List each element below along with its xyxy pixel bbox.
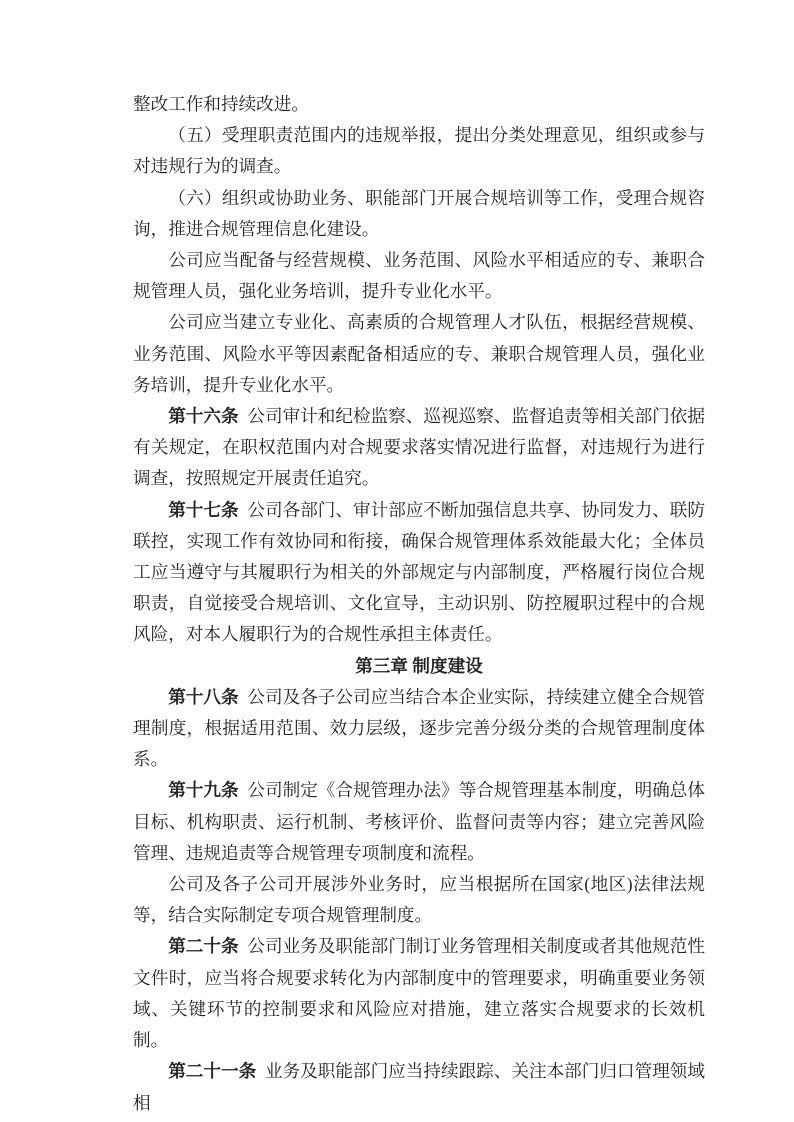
chapter-heading-text: 第三章 制度建设 bbox=[355, 655, 483, 676]
article-paragraph bbox=[133, 775, 705, 869]
article-paragraph bbox=[133, 89, 705, 120]
article-paragraph bbox=[133, 183, 705, 245]
paragraph-text: 公司各部门、审计部应不断加强信息共享、协同发力、联防联控，实现工作有效协同和衔接，确保合规管理体系效能最大化；全体员工应当遵守与其履职行为相关的外部规定与内部制度，严格履行岗位合规职责，自觉接受合规培训、文化宣导，主动识别、防控履职过程中的合规风险，对本人履职行为的合规性承担主体责任。 bbox=[133, 499, 705, 645]
article-number: 第十六条 bbox=[168, 406, 239, 427]
paragraph-text: 公司制定《合规管理办法》等合规管理基本制度，明确总体目标、机构职责、运行机制、考核评价、监督问责等内容；建立完善风险管理、违规追责等合规管理专项制度和流程。 bbox=[133, 780, 705, 863]
article-number: 第十八条 bbox=[168, 686, 239, 707]
article-paragraph bbox=[133, 869, 705, 931]
article-paragraph bbox=[133, 495, 705, 651]
chapter-heading bbox=[133, 651, 705, 682]
paragraph-text: 业务及职能部门应当持续跟踪、关注本部门归口管理领域相 bbox=[133, 1061, 705, 1113]
article-paragraph bbox=[133, 931, 705, 1056]
document-body bbox=[133, 89, 705, 1119]
paragraph-text: （五）受理职责范围内的违规举报，提出分类处理意见，组织或参与对违规行为的调查。 bbox=[133, 125, 705, 177]
paragraph-text: 公司审计和纪检监察、巡视巡察、监督追责等相关部门依据有关规定，在职权范围内对合规要求落实情况进行监督，对违规行为进行调查，按照规定开展责任追究。 bbox=[133, 406, 705, 489]
paragraph-text: 公司业务及职能部门制订业务管理相关制度或者其他规范性文件时，应当将合规要求转化为内部制度中的管理要求，明确重要业务领域、关键环节的控制要求和风险应对措施，建立落实合规要求的长效机制。 bbox=[133, 936, 705, 1051]
article-number: 第十九条 bbox=[168, 780, 239, 801]
paragraph-text: 公司应当配备与经营规模、业务范围、风险水平相适应的专、兼职合规管理人员，强化业务培训，提升专业化水平。 bbox=[133, 250, 705, 302]
article-number: 第二十条 bbox=[168, 936, 239, 957]
article-paragraph bbox=[133, 1056, 705, 1118]
paragraph-text: 公司及各子公司开展涉外业务时，应当根据所在国家(地区)法律法规等，结合实际制定专项合规管理制度。 bbox=[133, 874, 705, 926]
paragraph-text: （六）组织或协助业务、职能部门开展合规培训等工作，受理合规咨询，推进合规管理信息化建设。 bbox=[133, 187, 705, 239]
article-paragraph bbox=[133, 245, 705, 307]
article-paragraph bbox=[133, 682, 705, 776]
article-paragraph bbox=[133, 120, 705, 182]
article-paragraph bbox=[133, 307, 705, 401]
article-number: 第二十一条 bbox=[168, 1061, 257, 1082]
paragraph-text: 整改工作和持续改进。 bbox=[133, 94, 309, 114]
paragraph-text: 公司及各子公司应当结合本企业实际，持续建立健全合规管理制度，根据适用范围、效力层级，逐步完善分级分类的合规管理制度体系。 bbox=[133, 686, 705, 770]
article-paragraph bbox=[133, 401, 705, 495]
article-number: 第十七条 bbox=[168, 499, 239, 520]
paragraph-text: 公司应当建立专业化、高素质的合规管理人才队伍，根据经营规模、业务范围、风险水平等因素配备相适应的专、兼职合规管理人员，强化业务培训，提升专业化水平。 bbox=[133, 312, 705, 395]
